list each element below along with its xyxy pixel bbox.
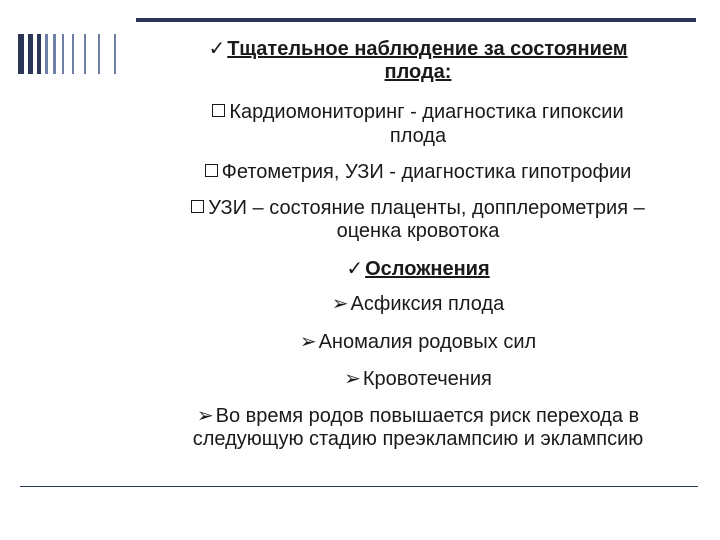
item-ctg: Кардиомониторинг - диагностика гипоксии xyxy=(130,100,706,124)
decorative-stripes xyxy=(18,34,128,78)
heading-monitoring: ✓ Тщательное наблюдение за состоянием xyxy=(208,36,628,60)
hollow-square-bullet-icon xyxy=(205,164,218,177)
arrow-bullet-icon: ➢ xyxy=(344,366,361,390)
complication-risk-cont: следующую стадию преэклампсию и эклампсию xyxy=(192,428,644,450)
complication-bleeding: ➢ Кровотечения xyxy=(344,366,492,390)
complication-risk: ➢ Во время родов повышается риск перехода в xyxy=(196,403,640,427)
item-ultrasound-cont: оценка кровотока xyxy=(336,220,500,242)
check-icon: ✓ xyxy=(346,256,364,280)
top-divider xyxy=(136,18,696,22)
hollow-square-bullet-icon xyxy=(191,200,204,213)
item-ultrasound: УЗИ – состояние плаценты, допплерометрия – xyxy=(130,196,706,220)
arrow-bullet-icon: ➢ xyxy=(299,329,317,353)
complication-labor-anomaly: ➢ Аномалия родовых сил xyxy=(299,329,537,353)
arrow-bullet-icon: ➢ xyxy=(331,291,349,315)
item-fetometry: Фетометрия, УЗИ - диагностика гипотрофии xyxy=(130,160,706,184)
heading-monitoring-cont: плода: xyxy=(384,61,452,83)
complication-asphyxia: ➢ Асфиксия плода xyxy=(331,291,505,315)
check-icon: ✓ xyxy=(208,36,226,60)
hollow-square-bullet-icon xyxy=(212,104,225,117)
arrow-bullet-icon: ➢ xyxy=(196,403,214,427)
item-ctg-cont: плода xyxy=(389,125,447,147)
heading-complications: ✓ Осложнения xyxy=(346,256,490,280)
bottom-divider xyxy=(20,486,698,487)
